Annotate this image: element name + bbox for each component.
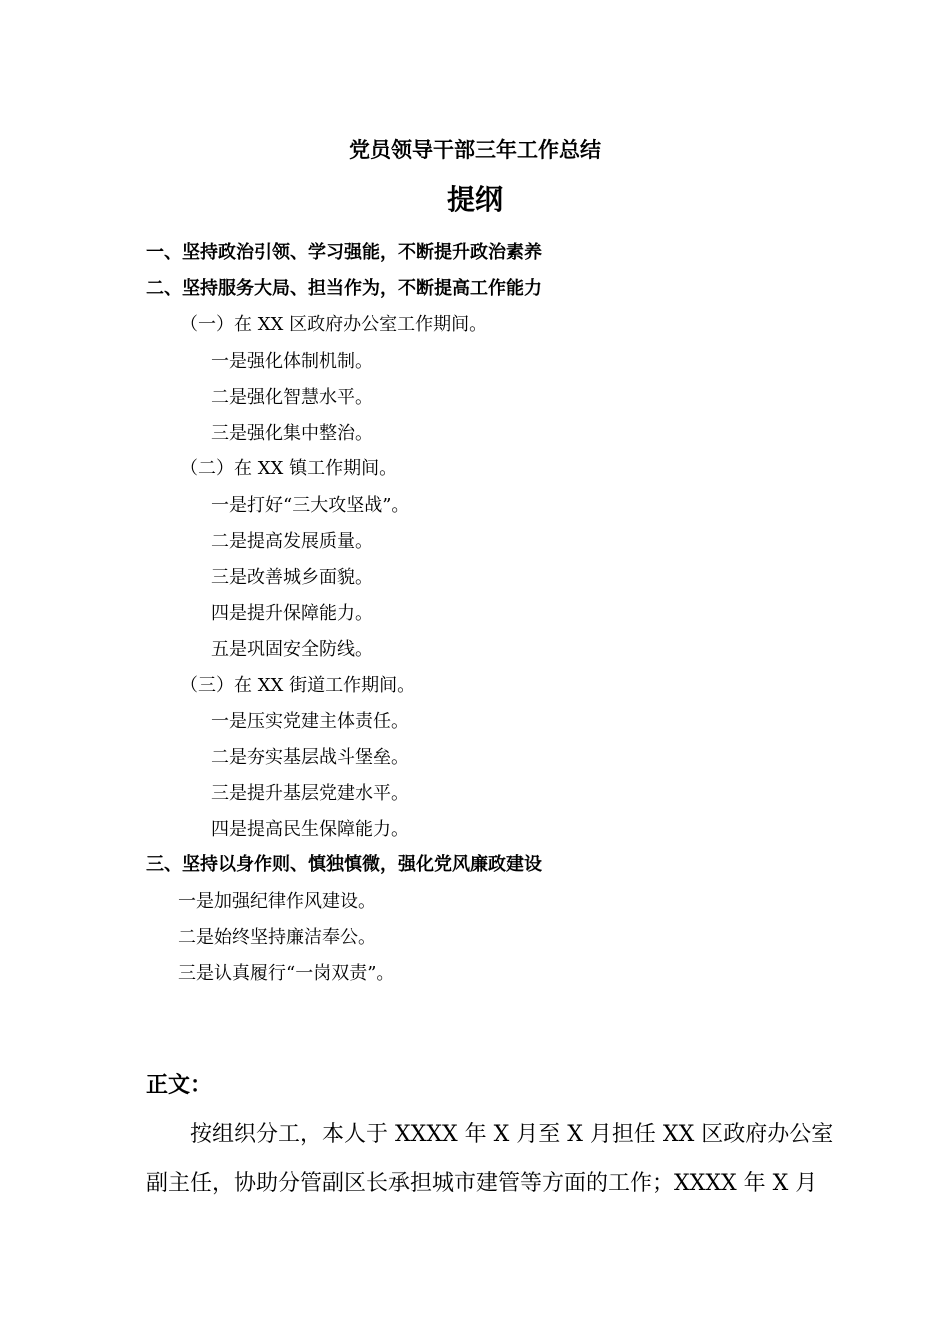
list-item: 三是提升基层党建水平。 bbox=[211, 783, 409, 804]
list-item: 一是打好“三大攻坚战”。 bbox=[211, 495, 410, 516]
list-item: 一是强化体制机制。 bbox=[211, 351, 373, 372]
list-item: 二是提高发展质量。 bbox=[211, 531, 373, 552]
list-item: 一是压实党建主体责任。 bbox=[211, 711, 409, 732]
section-heading: 二、坚持服务大局、担当作为，不断提高工作能力 bbox=[146, 278, 542, 299]
subsection-label: （二）在 XX 镇工作期间。 bbox=[180, 458, 398, 479]
subsection-label: （三）在 XX 街道工作期间。 bbox=[180, 675, 416, 696]
subsection-label: （一）在 XX 区政府办公室工作期间。 bbox=[180, 314, 488, 335]
list-item: 二是强化智慧水平。 bbox=[211, 387, 373, 408]
outline-heading: 提纲 bbox=[446, 183, 503, 216]
section-heading: 三、坚持以身作则、慎独慎微，强化党风廉政建设 bbox=[146, 854, 542, 875]
list-item: 三是改善城乡面貌。 bbox=[211, 567, 373, 588]
list-item: 一是加强纪律作风建设。 bbox=[178, 891, 376, 912]
body-paragraph-line: 按组织分工，本人于 XXXX 年 X 月至 X 月担任 XX 区政府办公室 bbox=[146, 1122, 834, 1147]
document-title: 党员领导干部三年工作总结 bbox=[349, 138, 601, 162]
list-item: 四是提高民生保障能力。 bbox=[211, 819, 409, 840]
body-heading: 正文： bbox=[146, 1073, 213, 1098]
list-item: 四是提升保障能力。 bbox=[211, 603, 373, 624]
section-heading: 一、坚持政治引领、学习强能，不断提升政治素养 bbox=[146, 242, 542, 263]
list-item: 五是巩固安全防线。 bbox=[211, 639, 373, 660]
list-item: 三是强化集中整治。 bbox=[211, 423, 373, 444]
list-item: 二是夯实基层战斗堡垒。 bbox=[211, 747, 409, 768]
list-item: 二是始终坚持廉洁奉公。 bbox=[178, 927, 376, 948]
body-paragraph-line: 副主任，协助分管副区长承担城市建管等方面的工作；XXXX 年 X 月 bbox=[146, 1171, 818, 1196]
list-item: 三是认真履行“一岗双责”。 bbox=[178, 963, 395, 984]
